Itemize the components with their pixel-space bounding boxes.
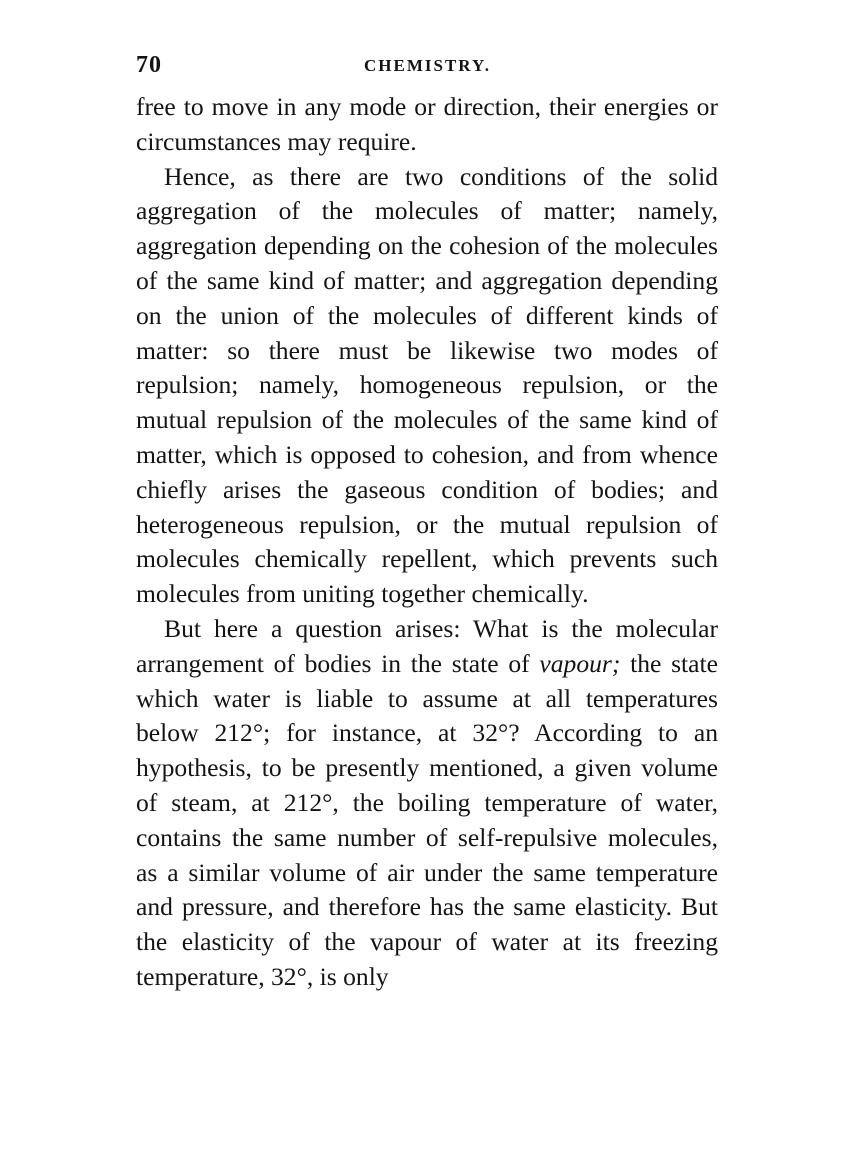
paragraph-3-end: the state which water is liable to assume at all temperatures below 212°; for instance, at 32°? According to an hypothesis, to be presently mentioned, a given volume of steam, at 212°, the boiling temperature of water, contains the same number of self-repulsive molecules, as a similar volume of air under the same temperature and pressure, and therefore has the same elasticity. But the elasticity of the vapour of water at its freezing temperature, 32°, is only [136, 648, 718, 991]
italic-term-vapour: vapour; [539, 648, 621, 678]
page-number: 70 [136, 52, 162, 78]
paragraph-1: free to move in any mode or direction, their energies or circumstances may require. [136, 92, 718, 156]
paragraph-3 [136, 612, 718, 995]
paragraph-3-start: But here a question arises: What is the molecular arrangement of bodies in the state of [136, 613, 718, 678]
paragraph-2: Hence, as there are two conditions of the solid aggregation of the molecules of matter; namely, aggregation depending on the cohesion of the molecules of the same kind of matter; and aggregation depending on the union of the molecules of different kinds of matter: so there must be likewise two modes of repulsion; namely, homogeneous repulsion, or the mutual repulsion of the molecules of the same kind of matter, which is opposed to cohesion, and from whence chiefly arises the gaseous condition of bodies; and heterogeneous repulsion, or the mutual repulsion of molecules chemically repellent, which prevents such molecules from uniting together chemically. [136, 161, 718, 609]
body-text [136, 90, 718, 995]
page-header [136, 48, 716, 84]
running-head: CHEMISTRY. [364, 56, 491, 75]
